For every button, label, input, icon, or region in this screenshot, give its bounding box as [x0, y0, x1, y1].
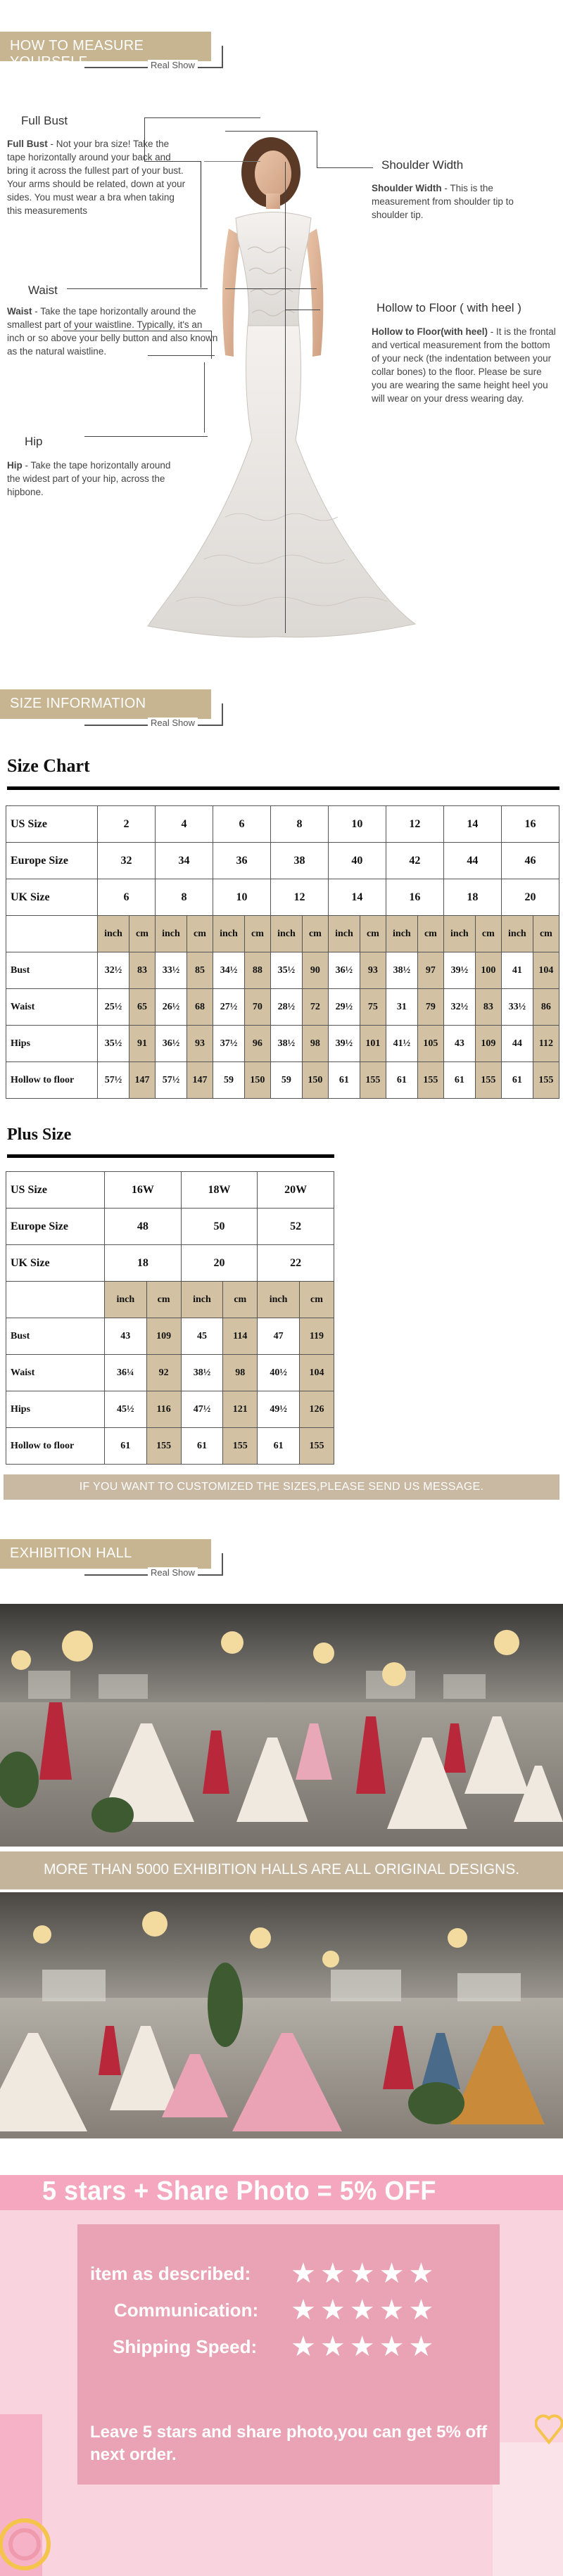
- promo-headline: 5 stars + Share Photo = 5% OFF: [42, 2176, 436, 2206]
- measurement-cell: 61: [105, 1428, 147, 1465]
- measurement-cell: 119: [299, 1318, 334, 1355]
- measurement-cell: 155: [223, 1428, 258, 1465]
- measurement-cell: 45: [181, 1318, 223, 1355]
- unit-inch-cell: inch: [270, 916, 302, 952]
- measurement-cell: 26½: [155, 989, 186, 1026]
- measurement-cell: 61: [181, 1428, 223, 1465]
- measurement-cell: 61: [443, 1062, 475, 1099]
- measurement-cell: 61: [501, 1062, 533, 1099]
- measurement-cell: 47½: [181, 1391, 223, 1428]
- measurement-cell: 114: [223, 1318, 258, 1355]
- unit-row: [6, 916, 559, 952]
- measure-banner: [0, 32, 232, 68]
- stars-communication: ★★★★★: [291, 2295, 438, 2326]
- measurement-cell: 100: [475, 952, 501, 989]
- measurement-cell: 33½: [501, 989, 533, 1026]
- measurement-cell: 59: [213, 1062, 244, 1099]
- unit-inch-cell: inch: [155, 916, 186, 952]
- unit-cm-cell: cm: [475, 916, 501, 952]
- unit-inch-cell: inch: [443, 916, 475, 952]
- exhibition-hall-photo-2: [0, 1892, 563, 2138]
- unit-inch-cell: inch: [98, 916, 129, 952]
- measurement-cell: 92: [146, 1355, 181, 1391]
- measurement-cell: 155: [417, 1062, 443, 1099]
- exhibition-hall-photo-1: [0, 1604, 563, 1847]
- measurement-cell: 155: [360, 1062, 386, 1099]
- promo-footer-text: Leave 5 stars and share photo,you can get 5% off next order.: [90, 2423, 488, 2464]
- hip-label: Hip: [25, 435, 43, 448]
- measurement-cell: 109: [146, 1318, 181, 1355]
- promo-banner: [0, 2175, 563, 2576]
- rating-row-shipping-speed: Shipping Speed: ★★★★★: [113, 2331, 438, 2362]
- plus-us-size-row: US Size 16W 18W 20W: [6, 1172, 334, 1209]
- measurement-cell: 126: [299, 1391, 334, 1428]
- europe-size-row: Europe Size 32 34 36 38 40 42 44 46: [6, 843, 559, 879]
- measurement-cell: 38½: [270, 1026, 302, 1062]
- measurement-cell: 104: [533, 952, 559, 989]
- row-label: Waist: [6, 1355, 105, 1391]
- measurement-cell: 61: [328, 1062, 360, 1099]
- uk-size-row: UK Size 6 8 10 12 14 16 18 20: [6, 879, 559, 916]
- measurement-cell: 65: [129, 989, 155, 1026]
- measurement-cell: 43: [105, 1318, 147, 1355]
- unit-cm-cell: cm: [302, 916, 328, 952]
- measurement-cell: 98: [302, 1026, 328, 1062]
- measurement-cell: 41: [501, 952, 533, 989]
- measurement-cell: 147: [186, 1062, 213, 1099]
- measurement-cell: 38½: [181, 1355, 223, 1391]
- measurement-cell: 105: [417, 1026, 443, 1062]
- exhibition-banner-title: EXHIBITION HALL: [10, 1545, 132, 1561]
- measurement-cell: 28½: [270, 989, 302, 1026]
- plus-size-rule: [7, 1154, 334, 1158]
- unit-cm-cell: cm: [146, 1282, 181, 1318]
- measurement-cell: 72: [302, 989, 328, 1026]
- unit-cm-cell: cm: [129, 916, 155, 952]
- row-label: Waist: [6, 989, 98, 1026]
- shoulder-width-label: Shoulder Width: [381, 158, 464, 172]
- measurement-cell: 39½: [328, 1026, 360, 1062]
- unit-cm-cell: cm: [360, 916, 386, 952]
- measurement-cell: 57½: [155, 1062, 186, 1099]
- plus-europe-size-row: Europe Size 48 50 52: [6, 1209, 334, 1245]
- measurement-cell: 39½: [443, 952, 475, 989]
- measurement-cell: 34½: [213, 952, 244, 989]
- unit-inch-cell: inch: [501, 916, 533, 952]
- shoulder-width-description: Shoulder Width - This is the measurement from shoulder tip to shoulder tip.: [372, 183, 514, 220]
- row-label: Bust: [6, 952, 98, 989]
- unit-cm-cell: cm: [533, 916, 559, 952]
- measurement-cell: 150: [244, 1062, 270, 1099]
- unit-cm-cell: cm: [299, 1282, 334, 1318]
- measurement-cell: 25½: [98, 989, 129, 1026]
- custom-size-note: IF YOU WANT TO CUSTOMIZED THE SIZES,PLEASE SEND US MESSAGE.: [4, 1474, 559, 1500]
- measurement-cell: 155: [533, 1062, 559, 1099]
- measurement-row: [6, 1355, 334, 1391]
- measurement-cell: 47: [258, 1318, 300, 1355]
- unit-cm-cell: cm: [417, 916, 443, 952]
- measurement-cell: 91: [129, 1026, 155, 1062]
- measurement-cell: 68: [186, 989, 213, 1026]
- unit-inch-cell: inch: [181, 1282, 223, 1318]
- measurement-cell: 104: [299, 1355, 334, 1391]
- measurement-cell: 86: [533, 989, 559, 1026]
- measurement-cell: 36½: [328, 952, 360, 989]
- measurement-cell: 33½: [155, 952, 186, 989]
- waist-label: Waist: [28, 283, 58, 297]
- rating-row-item-described: item as described: ★★★★★: [90, 2258, 438, 2289]
- measurement-cell: 40½: [258, 1355, 300, 1391]
- measurement-cell: 150: [302, 1062, 328, 1099]
- decorative-heart-icon: [535, 2393, 563, 2449]
- measurement-cell: 44: [501, 1026, 533, 1062]
- measurement-cell: 79: [417, 989, 443, 1026]
- measurement-cell: 112: [533, 1026, 559, 1062]
- full-bust-description: Full Bust - Not your bra size! Take the tape horizontally around your back and bring it across the fullest part of your bust. Your arms should be related, down at your sides. You must wear a bra when taking this measurements: [7, 139, 186, 216]
- unit-cm-cell: cm: [223, 1282, 258, 1318]
- unit-inch-cell: inch: [213, 916, 244, 952]
- measurement-cell: 98: [223, 1355, 258, 1391]
- measurement-cell: 83: [475, 989, 501, 1026]
- measurement-row: [6, 1026, 559, 1062]
- measurement-cell: 61: [258, 1428, 300, 1465]
- unit-inch-cell: inch: [258, 1282, 300, 1318]
- measurement-cell: 116: [146, 1391, 181, 1428]
- size-info-banner-title: SIZE INFORMATION: [10, 696, 146, 711]
- row-label: Hollow to floor: [6, 1428, 105, 1465]
- measurement-cell: 61: [386, 1062, 417, 1099]
- measurement-cell: 155: [299, 1428, 334, 1465]
- plus-uk-size-row: UK Size 18 20 22: [6, 1245, 334, 1282]
- measurement-row: [6, 1391, 334, 1428]
- measurement-cell: 29½: [328, 989, 360, 1026]
- plus-size-table: [6, 1171, 334, 1465]
- waist-description: Waist - Take the tape horizontally around the smallest part of your waistline. Typically, it's an inch or so above your belly button and also known as the natural waistline.: [7, 306, 218, 357]
- measurement-cell: 36¼: [105, 1355, 147, 1391]
- measurement-cell: 88: [244, 952, 270, 989]
- stars-item-described: ★★★★★: [291, 2258, 438, 2289]
- row-label: Hips: [6, 1026, 98, 1062]
- measurement-cell: 35½: [270, 952, 302, 989]
- size-info-banner-sub: Real Show: [148, 718, 198, 728]
- measurement-cell: 155: [146, 1428, 181, 1465]
- measurement-row: [6, 1062, 559, 1099]
- row-label: Hollow to floor: [6, 1062, 98, 1099]
- measurement-cell: 96: [244, 1026, 270, 1062]
- unit-inch-cell: inch: [105, 1282, 147, 1318]
- plus-unit-row: [6, 1282, 334, 1318]
- measurement-cell: 41½: [386, 1026, 417, 1062]
- measurement-cell: 37½: [213, 1026, 244, 1062]
- us-size-row: US Size 2 4 6 8 10 12 14 16: [6, 806, 559, 843]
- size-info-banner: [0, 689, 232, 726]
- measurement-row: [6, 989, 559, 1026]
- rating-row-communication: Communication: ★★★★★: [114, 2295, 438, 2326]
- measurement-cell: 57½: [98, 1062, 129, 1099]
- stars-shipping-speed: ★★★★★: [291, 2331, 438, 2362]
- measurement-cell: 97: [417, 952, 443, 989]
- measurement-cell: 121: [223, 1391, 258, 1428]
- measurement-cell: 27½: [213, 989, 244, 1026]
- measurement-cell: 36½: [155, 1026, 186, 1062]
- measurement-cell: 49½: [258, 1391, 300, 1428]
- plus-size-title: Plus Size: [7, 1126, 72, 1144]
- measurement-cell: 93: [360, 952, 386, 989]
- exhibition-banner-sub: Real Show: [148, 1567, 198, 1578]
- measurement-row: [6, 1318, 334, 1355]
- measurement-cell: 45½: [105, 1391, 147, 1428]
- unit-cm-cell: cm: [186, 916, 213, 952]
- full-bust-label: Full Bust: [21, 114, 68, 127]
- measurement-cell: 155: [475, 1062, 501, 1099]
- measurement-cell: 32½: [98, 952, 129, 989]
- measurement-row: [6, 952, 559, 989]
- measurement-cell: 43: [443, 1026, 475, 1062]
- measurement-cell: 101: [360, 1026, 386, 1062]
- unit-cm-cell: cm: [244, 916, 270, 952]
- row-label: Hips: [6, 1391, 105, 1428]
- measurement-cell: 90: [302, 952, 328, 989]
- measurement-cell: 70: [244, 989, 270, 1026]
- measurement-cell: 83: [129, 952, 155, 989]
- size-chart-table: [6, 805, 559, 1099]
- row-label: Bust: [6, 1318, 105, 1355]
- measurement-cell: 93: [186, 1026, 213, 1062]
- measurement-row: [6, 1428, 334, 1465]
- measurement-cell: 59: [270, 1062, 302, 1099]
- decorative-circle-icon: [0, 2513, 56, 2576]
- size-chart-rule: [7, 786, 559, 790]
- measure-banner-title: HOW TO MEASURE YOURSELF: [10, 38, 144, 70]
- measurement-cell: 38½: [386, 952, 417, 989]
- measurement-cell: 75: [360, 989, 386, 1026]
- size-chart-title: Size Chart: [7, 755, 90, 776]
- measurement-cell: 35½: [98, 1026, 129, 1062]
- exhibition-banner: [0, 1539, 232, 1576]
- hip-description: Hip - Take the tape horizontally around the widest part of your hip, across the hipbone.: [7, 460, 171, 497]
- unit-inch-cell: inch: [328, 916, 360, 952]
- measurement-cell: 147: [129, 1062, 155, 1099]
- exhibition-caption: MORE THAN 5000 EXHIBITION HALLS ARE ALL ORIGINAL DESIGNS.: [0, 1851, 563, 1889]
- measurement-cell: 32½: [443, 989, 475, 1026]
- hollow-to-floor-description: Hollow to Floor(with heel) - It is the frontal and vertical measurement from the bottom of your neck (the indentation between your collar bones) to the floor. Please be sure you are wearing the same height heel you will wear on your dress wearing day.: [372, 326, 556, 404]
- hollow-to-floor-label: Hollow to Floor ( with heel ): [377, 301, 521, 314]
- unit-inch-cell: inch: [386, 916, 417, 952]
- measurement-cell: 85: [186, 952, 213, 989]
- measurement-cell: 109: [475, 1026, 501, 1062]
- measure-banner-sub: Real Show: [148, 60, 198, 70]
- measurement-cell: 31: [386, 989, 417, 1026]
